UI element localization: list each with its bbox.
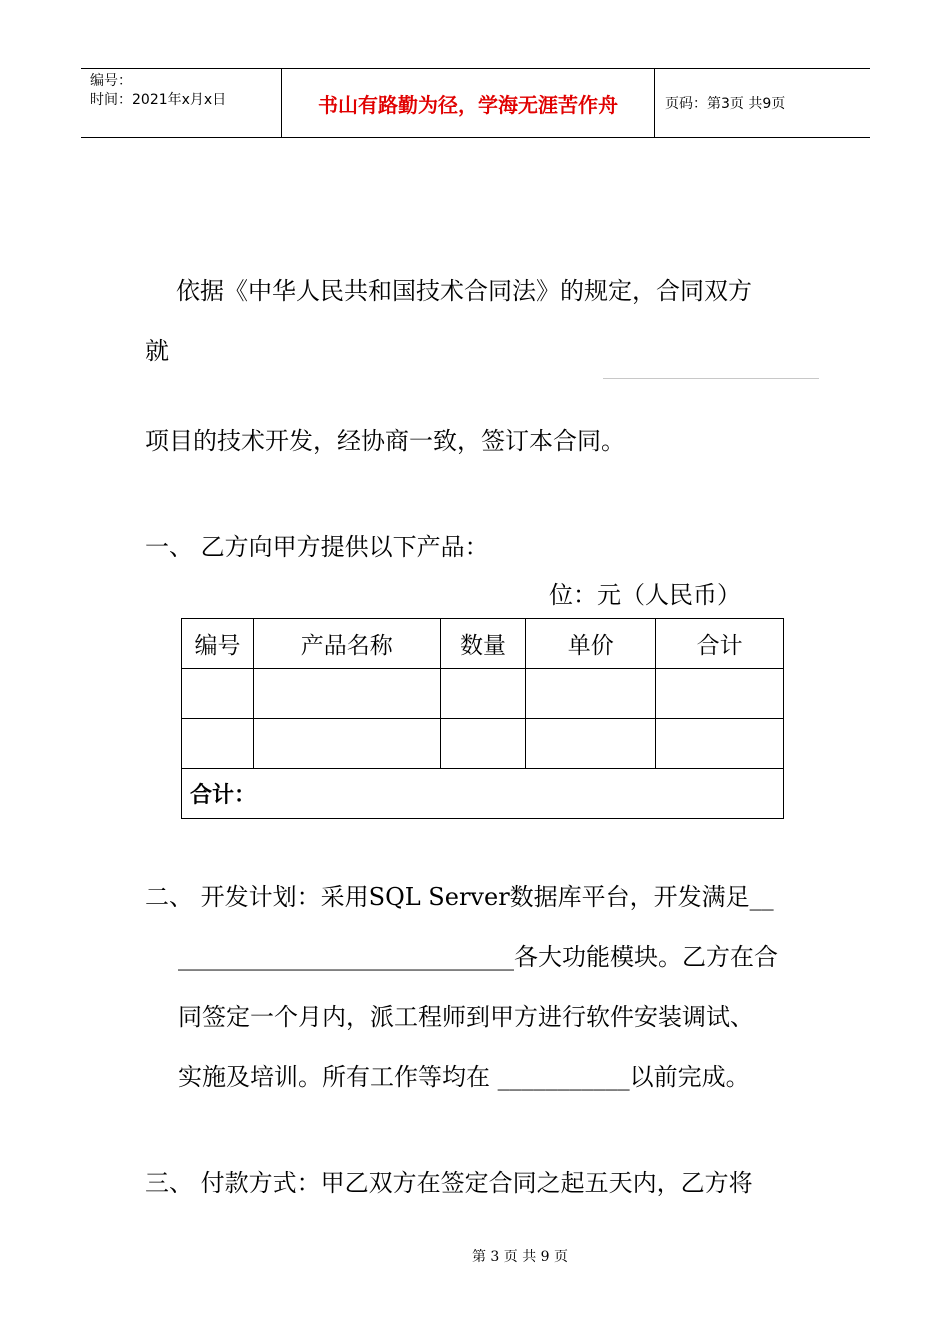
table-cell xyxy=(182,669,254,719)
section-2-line-4: 实施及培训。所有工作等均在 ___________以前完成。 xyxy=(178,1063,750,1091)
header-cell-quantity: 数量 xyxy=(440,619,526,669)
table-cell xyxy=(182,719,254,769)
blank-underline xyxy=(603,378,819,379)
table-header-row xyxy=(182,619,784,669)
section-2-line-2: ____________________________各大功能模块。乙方在合 xyxy=(178,943,778,971)
intro-line-1: 依据《中华人民共和国技术合同法》的规定，合同双方 xyxy=(176,277,752,305)
table-cell xyxy=(440,719,526,769)
table-cell xyxy=(526,669,656,719)
header-motto: 书山有路勤为径，学海无涯苦作舟 xyxy=(282,69,655,137)
footer-page-number: 第 3 页 共 9 页 xyxy=(471,1249,569,1265)
table-cell xyxy=(253,669,440,719)
header-cell-subtotal: 合计 xyxy=(656,619,784,669)
header-page-info: 页码：第3页 共9页 xyxy=(665,96,786,112)
header-cell-number: 编号 xyxy=(182,619,254,669)
table-row xyxy=(182,719,784,769)
table-cell xyxy=(656,669,784,719)
number-label: 编号： xyxy=(90,73,132,89)
table-total-row xyxy=(182,769,784,819)
header-cell-unit-price: 单价 xyxy=(526,619,656,669)
section-1-heading: 一、 乙方向甲方提供以下产品： xyxy=(145,533,489,561)
table-cell xyxy=(253,719,440,769)
section-2-line-3: 同签定一个月内，派工程师到甲方进行软件安装调试、 xyxy=(178,1003,754,1031)
table-cell xyxy=(656,719,784,769)
intro-line-2: 就 xyxy=(145,337,169,365)
page-footer xyxy=(0,1246,950,1266)
table-row xyxy=(182,669,784,719)
total-label: 合计： xyxy=(182,769,784,819)
table-cell xyxy=(526,719,656,769)
time-label: 时间：2021年x月x日 xyxy=(90,92,227,108)
header-cell-product-name: 产品名称 xyxy=(253,619,440,669)
intro-line-3: 项目的技术开发，经协商一致，签订本合同。 xyxy=(145,427,625,455)
section-3-line-1: 三、 付款方式：甲乙双方在签定合同之起五天内，乙方将 xyxy=(145,1169,753,1197)
currency-unit: 位：元（人民币） xyxy=(549,581,741,609)
document-header xyxy=(81,68,870,138)
header-meta xyxy=(81,69,282,137)
section-2-line-1: 二、 开发计划：采用SQL Server数据库平台，开发满足__ xyxy=(145,883,774,911)
product-table xyxy=(181,618,784,819)
table-cell xyxy=(440,669,526,719)
